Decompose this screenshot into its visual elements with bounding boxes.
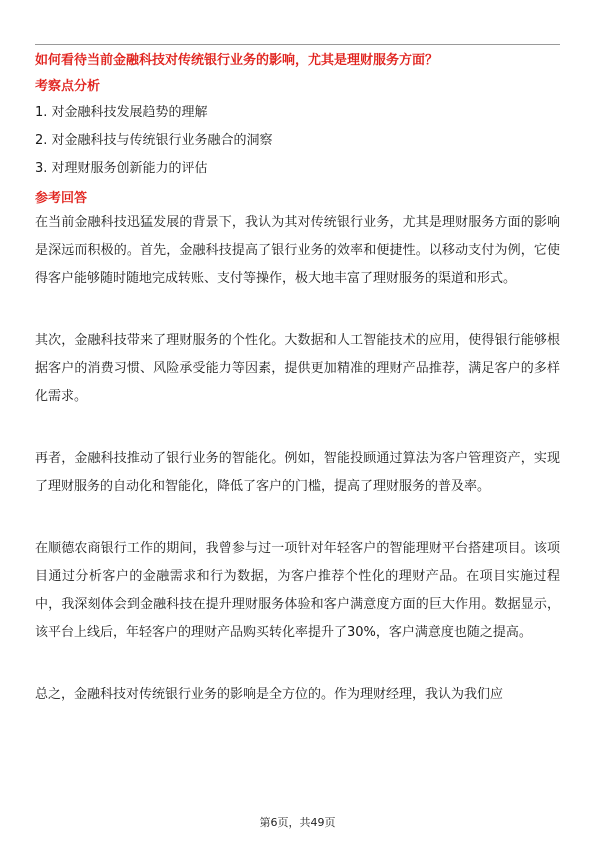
analysis-point: 2. 对金融科技与传统银行业务融合的洞察: [35, 133, 273, 148]
answer-paragraph: 在当前金融科技迅猛发展的背景下，我认为其对传统银行业务，尤其是理财服务方面的影响是深远而积极的。首先，金融科技提高了银行业务的效率和便捷性。以移动支付为例，它使得客户能够随时随地完成转账、支付等操作，极大地丰富了理财服务的渠道和形式。: [35, 215, 560, 286]
page-content: [35, 51, 560, 743]
answer-body: [35, 209, 560, 709]
question-title: 如何看待当前金融科技对传统银行业务的影响，尤其是理财服务方面？: [35, 53, 439, 68]
answer-heading: 参考回答: [35, 191, 88, 206]
answer-paragraph: 在顺德农商银行工作的期间，我曾参与过一项针对年轻客户的智能理财平台搭建项目。该项目通过分析客户的金融需求和行为数据，为客户推荐个性化的理财产品。在项目实施过程中，我深刻体会到金融科技在提升理财服务体验和客户满意度方面的巨大作用。数据显示，该平台上线后，年轻客户的理财产品购买转化率提升了30%，客户满意度也随之提高。: [35, 541, 560, 640]
answer-paragraph: 总之，金融科技对传统银行业务的影响是全方位的。作为理财经理，我认为我们应: [35, 687, 504, 702]
analysis-heading: 考察点分析: [35, 79, 101, 94]
answer-paragraph: 再者，金融科技推动了银行业务的智能化。例如，智能投顾通过算法为客户管理资产，实现了理财服务的自动化和智能化，降低了客户的门槛，提高了理财服务的普及率。: [35, 451, 560, 494]
analysis-point: 1. 对金融科技发展趋势的理解: [35, 105, 208, 120]
header-divider: [35, 44, 560, 45]
analysis-point: 3. 对理财服务创新能力的评估: [35, 161, 208, 176]
page-number: 第6页，共49页: [259, 816, 336, 829]
analysis-points: [35, 99, 560, 183]
answer-paragraph: 其次，金融科技带来了理财服务的个性化。大数据和人工智能技术的应用，使得银行能够根据客户的消费习惯、风险承受能力等因素，提供更加精准的理财产品推荐，满足客户的多样化需求。: [35, 333, 560, 404]
